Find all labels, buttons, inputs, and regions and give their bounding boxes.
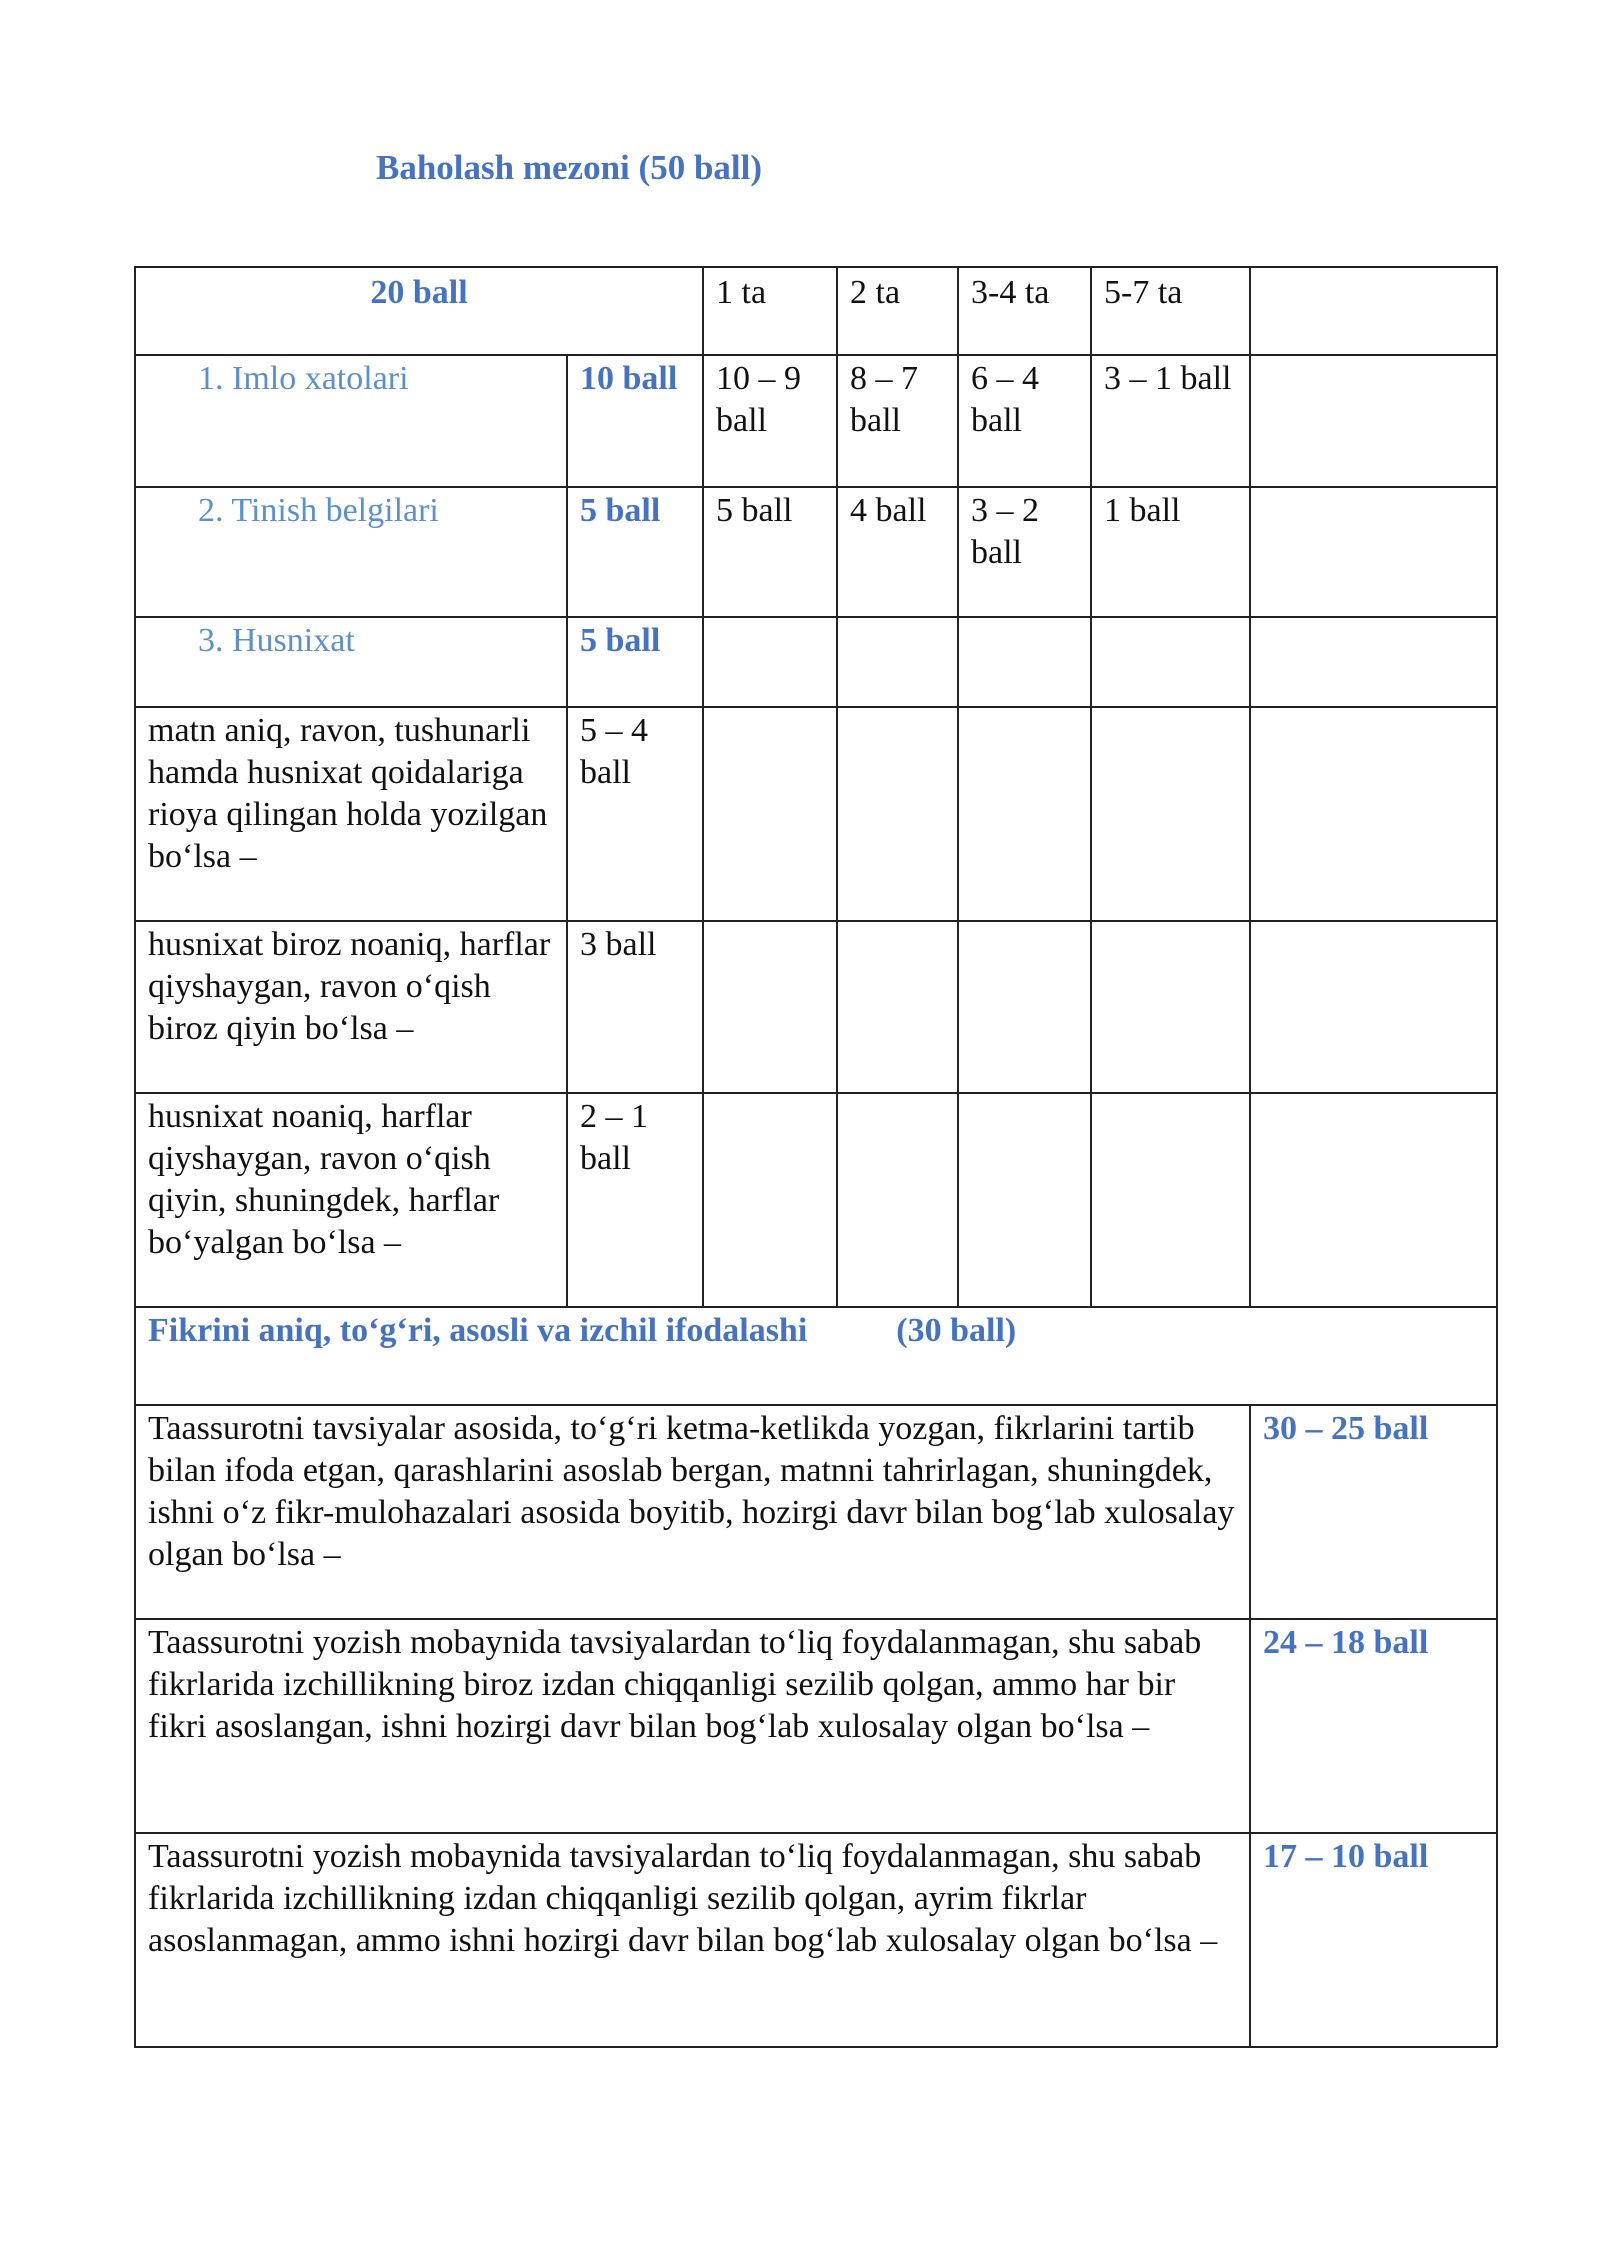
header-col-4: 5-7 ta [1104,274,1183,311]
section-heading [134,1306,1497,1404]
fikr-description: Taassurotni yozish mobaynida tavsiyalardan to‘liq foydalanmagan, shu sabab fikrlarida izchillikning izdan chiqqanligi sezilib qolgan, ayrim fikrlar asoslanmagan, ammo ishni hozirgi davr bilan bog‘lab xulosalay olgan bo‘lsa – [148,1838,1218,1959]
header-points-cell: 20 ball [370,274,468,311]
husnixat-points: 2 – 1 ball [580,1098,648,1177]
criterion-name: 1. Imlo xatolari [198,360,409,397]
score-cell: 1 ball [1104,492,1181,529]
header-col-3: 3-4 ta [971,274,1050,311]
criterion-name: 2. Tinish belgilari [198,492,439,529]
husnixat-points: 3 ball [580,926,657,963]
page-title: Baholash mezoni (50 ball) [376,148,763,187]
fikr-points: 17 – 10 ball [1263,1838,1429,1875]
husnixat-description: husnixat noaniq, harflar qiyshaygan, ravon o‘qish qiyin, shuningdek, harflar bo‘yalgan bo‘lsa – [148,1098,500,1261]
header-col-1: 1 ta [716,274,767,311]
score-cell: 3 – 1 ball [1104,360,1232,397]
criterion-name: 3. Husnixat [198,622,355,659]
fikr-points: 30 – 25 ball [1263,1410,1429,1447]
section-points: (30 ball) [896,1312,1017,1349]
fikr-points: 24 – 18 ball [1263,1624,1429,1661]
score-cell: 5 ball [716,492,793,529]
criterion-points: 10 ball [580,360,678,397]
score-cell: 8 – 7 ball [850,360,918,439]
grading-table [134,266,1497,2048]
fikr-description: Taassurotni tavsiyalar asosida, to‘g‘ri ketma-ketlikda yozgan, fikrlarini tartib bilan ifoda etgan, qarashlarini asoslab bergan, matnni tahrirlagan, shuningdek, ishni o‘z fikr-mulohazalari asosida boyitib, hozirgi davr bilan bog‘lab xulosalay olgan bo‘lsa – [148,1410,1235,1573]
husnixat-description: husnixat biroz noaniq, harflar qiyshaygan, ravon o‘qish biroz qiyin bo‘lsa – [148,926,551,1047]
score-cell: 10 – 9 ball [716,360,801,439]
criterion-points: 5 ball [580,622,661,659]
husnixat-description: matn aniq, ravon, tushunarli hamda husnixat qoidalariga rioya qilingan holda yozilgan bo‘lsa – [148,712,548,875]
section-title: Fikrini aniq, to‘g‘ri, asosli va izchil ifodalashi [148,1312,808,1349]
husnixat-points: 5 – 4 ball [580,712,648,791]
fikr-description: Taassurotni yozish mobaynida tavsiyalardan to‘liq foydalanmagan, shu sabab fikrlarida izchillikning biroz izdan chiqqanligi sezilib qolgan, ammo har bir fikri asoslangan, ishni hozirgi davr bilan bog‘lab xulosalay olgan bo‘lsa – [148,1624,1202,1745]
score-cell: 3 – 2 ball [971,492,1039,571]
score-cell: 6 – 4 ball [971,360,1039,439]
score-cell: 4 ball [850,492,927,529]
header-col-2: 2 ta [850,274,901,311]
criterion-points: 5 ball [580,492,661,529]
